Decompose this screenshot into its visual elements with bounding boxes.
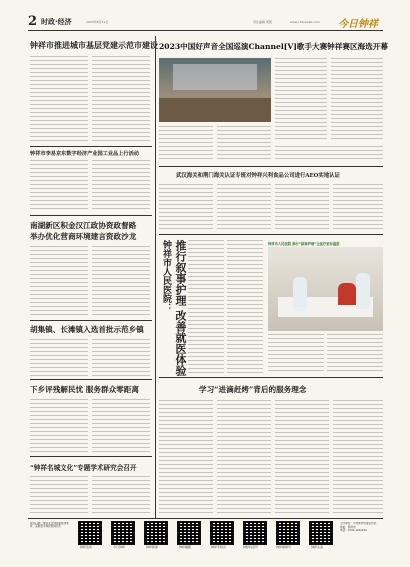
vertical-headline-sub: 钟祥市人民医院： — [161, 240, 171, 312]
editor-line: 责任编辑 周凯 — [253, 20, 272, 24]
issue-date: 2023年8月31日 — [86, 20, 109, 24]
divider — [159, 377, 383, 378]
website: www.chinaweb.com — [290, 20, 320, 24]
article-body — [188, 240, 224, 374]
divider — [30, 320, 152, 321]
left-headline-3a: 南湖新区积金汉江政协资政督路 — [30, 221, 137, 230]
article-body — [92, 160, 150, 212]
qr-code[interactable] — [144, 521, 168, 545]
section-name: 时政·经济 — [41, 18, 72, 26]
article-body — [275, 58, 327, 142]
article-body — [92, 339, 150, 377]
stage-floor — [159, 98, 271, 122]
qr-code[interactable] — [276, 521, 300, 545]
qr-label: 钟祥手机台 — [211, 545, 227, 549]
article-body — [159, 400, 213, 514]
article-body — [92, 246, 150, 318]
main-top-headline: 2023中国好声音全国巡演Channel[V]歌手大赛钟祥赛区海选开幕 — [159, 42, 388, 51]
qr-code[interactable] — [309, 521, 333, 545]
article-body — [159, 184, 213, 230]
article-body — [159, 126, 213, 162]
article-body — [30, 476, 88, 514]
qr-label: 钟祥抖音号 — [243, 545, 259, 549]
divider — [30, 456, 152, 457]
left-headline-3b: 举办优化营商环境建言资政沙龙 — [30, 232, 137, 241]
article-body — [30, 56, 88, 144]
article-body — [268, 334, 324, 374]
bottom-headline: 学习“进滴赶烤”背后的服务理念 — [199, 385, 307, 394]
left-headline-2: 钟祥市李易京东数字经济产业园工业品上行活动 — [30, 151, 139, 157]
vertical-headline-main: 推行叙事护理 改善就医体验 — [174, 240, 187, 376]
nursing-photo — [268, 247, 383, 331]
left-headline-5: 下乡评残解民忧 服务群众零距离 — [30, 385, 139, 394]
qr-label: 钟祥新闻 — [146, 545, 159, 549]
concert-photo — [159, 58, 271, 122]
qr-code[interactable] — [210, 521, 234, 545]
article-body — [217, 126, 271, 162]
header-rule — [28, 30, 383, 31]
article-body — [30, 246, 88, 318]
article-body — [331, 58, 383, 142]
footer-notice: 欢迎扫描二维码关注钟祥新媒体矩阵，获取更多钟祥新闻资讯 — [30, 522, 69, 529]
article-body — [30, 160, 88, 212]
qr-label: 钟祥视频号 — [276, 545, 292, 549]
left-headline-4: 胡集镇、长滩镇入选首批示范乡镇 — [30, 325, 144, 334]
qr-label: 今日钟祥 — [113, 545, 126, 549]
divider — [159, 166, 383, 167]
article-body — [333, 184, 383, 230]
article-body — [327, 334, 383, 374]
article-body — [275, 184, 329, 230]
nursing-photo-title: 钟祥市人民医院 推行“叙事护理”让医疗更有温度 — [268, 242, 340, 246]
article-body — [30, 399, 88, 453]
article-body — [217, 400, 271, 514]
qr-code[interactable] — [243, 521, 267, 545]
qr-code[interactable] — [111, 521, 135, 545]
qr-label: 钟祥头条 — [311, 545, 324, 549]
article-body — [275, 400, 329, 514]
column-divider — [155, 36, 156, 518]
aeo-headline: 武汉海关和荆门海关认证专班对钟祥兴利食品公司进行AEO实地认证 — [176, 173, 340, 179]
article-body — [227, 240, 263, 374]
divider — [30, 379, 152, 380]
article-body — [30, 339, 88, 377]
article-body — [333, 400, 383, 514]
staff-figure — [356, 273, 370, 309]
article-body — [217, 184, 271, 230]
divider — [30, 215, 152, 216]
article-body — [92, 56, 150, 144]
article-body — [92, 399, 150, 453]
left-headline-6: “钟祥名城文化”专题学术研究会召开 — [30, 464, 137, 472]
left-headline-1: 钟祥市推进城市基层党建示范市建设 — [30, 40, 158, 50]
masthead-logo: 今日钟祥 — [338, 19, 378, 30]
qr-label: 钟祥融媒 — [179, 545, 192, 549]
article-body — [92, 476, 150, 514]
qr-code[interactable] — [78, 521, 102, 545]
qr-label: 钟祥发布 — [80, 545, 93, 549]
colophon: 主办单位：中共钟祥市委宣传部 地址：钟祥市 电话：0724-4222222 — [340, 522, 377, 533]
stage-backdrop — [173, 64, 257, 90]
page-number: 2 — [28, 14, 38, 29]
article-body — [275, 146, 383, 162]
divider — [159, 234, 383, 235]
divider — [30, 146, 152, 147]
qr-code[interactable] — [177, 521, 201, 545]
footer-rule — [28, 518, 383, 519]
patient-figure — [338, 283, 356, 305]
staff-figure — [293, 277, 307, 311]
